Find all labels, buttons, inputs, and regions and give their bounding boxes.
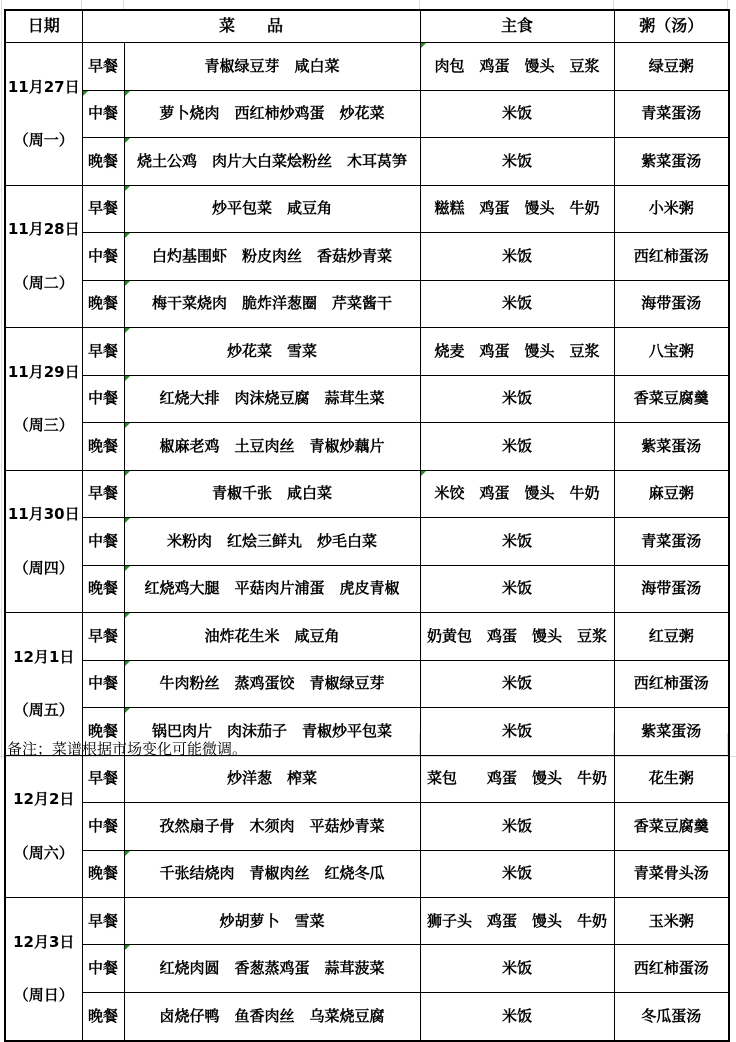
table-row (5, 613, 729, 661)
table-row (5, 565, 729, 613)
dishes-cell: 红烧大排 肉沫烧豆腐 蒜茸生菜 (124, 375, 420, 423)
table-row (5, 850, 729, 898)
dishes-cell: 炒洋葱 榨菜 (124, 755, 420, 803)
comment-marker-icon (125, 328, 130, 333)
table-row (5, 328, 729, 376)
comment-marker-icon (125, 138, 130, 143)
meal-label-lunch: 中餐 (82, 90, 124, 138)
table-row (5, 803, 729, 851)
weekday-text: （周日） (13, 986, 74, 1004)
comment-marker-icon (83, 91, 88, 96)
dishes-cell: 炒胡萝卜 雪菜 (124, 898, 420, 945)
soup-cell: 香菜豆腐羹 (614, 375, 729, 423)
soup-cell: 西红柿蛋汤 (614, 233, 729, 281)
weekday-text: （周二） (13, 273, 74, 292)
table-row (5, 898, 729, 945)
staple-cell: 米饭 (420, 992, 614, 1040)
soup-cell: 青菜骨头汤 (614, 850, 729, 898)
gridline (727, 0, 728, 9)
gridline (81, 0, 82, 9)
dishes-cell: 红烧肉圆 香葱蒸鸡蛋 蒜茸菠菜 (124, 945, 420, 992)
comment-marker-icon (125, 518, 130, 523)
header-date: 日期 (5, 10, 82, 43)
staple-cell: 米饭 (420, 90, 614, 138)
date-text: 12月2日 (13, 790, 75, 808)
soup-cell: 香菜豆腐羹 (614, 803, 729, 851)
table-row (5, 470, 729, 518)
comment-marker-icon (125, 233, 130, 238)
staple-cell: 米饭 (420, 708, 614, 756)
soup-cell: 海带蛋汤 (614, 280, 729, 328)
dishes-cell: 卤烧仔鸭 鱼香肉丝 乌菜烧豆腐 (124, 992, 420, 1040)
staple-cell: 米饭 (420, 945, 614, 992)
staple-cell: 米饭 (420, 518, 614, 566)
soup-cell: 麻豆粥 (614, 470, 729, 518)
meal-label-breakfast: 早餐 (82, 328, 124, 376)
staple-cell: 米饭 (420, 375, 614, 423)
table-row (5, 945, 729, 992)
meal-label-lunch: 中餐 (82, 375, 124, 423)
dishes-cell: 炒花菜 雪菜 (124, 328, 420, 376)
comment-marker-icon (125, 661, 130, 666)
gridline (1, 0, 2, 759)
dishes-cell: 青椒绿豆芽 咸白菜 (124, 43, 420, 91)
meal-label-dinner: 晚餐 (82, 423, 124, 471)
table-row (5, 138, 729, 186)
table-row (5, 90, 729, 138)
soup-cell: 紫菜蛋汤 (614, 138, 729, 186)
meal-label-dinner: 晚餐 (82, 280, 124, 328)
comment-marker-icon (125, 91, 130, 96)
staple-cell: 米饺 鸡蛋 馒头 牛奶 (420, 470, 614, 518)
soup-cell: 紫菜蛋汤 (614, 423, 729, 471)
date-cell (5, 328, 82, 471)
header-soup: 粥（汤） (614, 10, 729, 43)
meal-label-breakfast: 早餐 (82, 755, 124, 803)
comment-marker-icon (125, 613, 130, 618)
weekday-text: （周六） (13, 843, 74, 862)
staple-cell: 糍糕 鸡蛋 馒头 牛奶 (420, 185, 614, 233)
comment-marker-icon (125, 945, 130, 950)
staple-cell: 米饭 (420, 233, 614, 281)
meal-label-lunch: 中餐 (82, 803, 124, 851)
staple-cell: 米饭 (420, 565, 614, 613)
meal-label-dinner: 晚餐 (82, 992, 124, 1040)
dishes-cell: 烧土公鸡 肉片大白菜烩粉丝 木耳莴笋 (124, 138, 420, 186)
dishes-cell: 红烧鸡大腿 平菇肉片浦蛋 虎皮青椒 (124, 565, 420, 613)
comment-marker-icon (125, 281, 130, 286)
meal-label-lunch: 中餐 (82, 233, 124, 281)
meal-label-lunch: 中餐 (82, 660, 124, 708)
date-text: 11月30日 (7, 505, 80, 523)
date-text: 11月28日 (7, 220, 80, 238)
weekday-text: （周三） (13, 416, 74, 434)
staple-cell: 米饭 (420, 423, 614, 471)
staple-cell: 米饭 (420, 138, 614, 186)
soup-cell: 绿豆粥 (614, 43, 729, 91)
soup-cell: 西红柿蛋汤 (614, 660, 729, 708)
comment-marker-icon (125, 376, 130, 381)
dishes-cell: 椒麻老鸡 土豆肉丝 青椒炒藕片 (124, 423, 420, 471)
dishes-cell: 白灼基围虾 粉皮肉丝 香菇炒青菜 (124, 233, 420, 281)
header-dishes: 菜 品 (82, 10, 420, 43)
meal-label-lunch: 中餐 (82, 518, 124, 566)
date-cell (5, 898, 82, 1041)
gridline (419, 0, 420, 9)
dishes-cell: 油炸花生米 咸豆角 (124, 613, 420, 661)
meal-label-breakfast: 早餐 (82, 898, 124, 945)
soup-cell: 紫菜蛋汤 (614, 708, 729, 756)
staple-cell: 肉包 鸡蛋 馒头 豆浆 (420, 43, 614, 91)
staple-cell: 米饭 (420, 660, 614, 708)
date-text: 11月29日 (7, 362, 80, 381)
table-row (5, 992, 729, 1040)
staple-cell: 菜包 鸡蛋 馒头 牛奶 (420, 755, 614, 803)
date-cell (5, 185, 82, 328)
gridline (613, 0, 614, 9)
date-cell (5, 613, 82, 756)
weekday-text: （周五） (13, 701, 74, 719)
dishes-cell: 梅干菜烧肉 脆炸洋葱圈 芹菜酱干 (124, 280, 420, 328)
meal-label-dinner: 晚餐 (82, 138, 124, 186)
table-row (5, 375, 729, 423)
table-row (5, 280, 729, 328)
dishes-cell: 米粉肉 红烩三鲜丸 炒毛白菜 (124, 518, 420, 566)
weekday-text: （周四） (13, 558, 74, 577)
table-row (5, 518, 729, 566)
comment-marker-icon (125, 423, 130, 428)
staple-cell: 米饭 (420, 850, 614, 898)
comment-marker-icon (125, 708, 130, 713)
meal-label-breakfast: 早餐 (82, 43, 124, 91)
soup-cell: 红豆粥 (614, 613, 729, 661)
dishes-cell: 炒平包菜 咸豆角 (124, 185, 420, 233)
date-cell (5, 43, 82, 186)
dishes-cell: 千张结烧肉 青椒肉丝 红烧冬瓜 (124, 850, 420, 898)
soup-cell: 西红柿蛋汤 (614, 945, 729, 992)
dishes-cell: 锅巴肉片 肉沫茄子 青椒炒平包菜 (124, 708, 420, 756)
weekday-text: （周一） (13, 131, 74, 149)
date-cell (5, 755, 82, 898)
soup-cell: 小米粥 (614, 185, 729, 233)
header-staple: 主食 (420, 10, 614, 43)
dishes-cell: 牛肉粉丝 蒸鸡蛋饺 青椒绿豆芽 (124, 660, 420, 708)
table-row (5, 43, 729, 91)
soup-cell: 青菜蛋汤 (614, 90, 729, 138)
staple-cell: 烧麦 鸡蛋 馒头 豆浆 (420, 328, 614, 376)
comment-marker-icon (125, 851, 130, 856)
table-row (5, 185, 729, 233)
comment-marker-icon (421, 471, 426, 476)
dishes-cell: 青椒千张 咸白菜 (124, 470, 420, 518)
soup-cell: 冬瓜蛋汤 (614, 992, 729, 1040)
staple-cell: 米饭 (420, 803, 614, 851)
menu-table (4, 9, 730, 1042)
meal-label-lunch: 中餐 (82, 945, 124, 992)
dishes-cell: 萝卜烧肉 西红柿炒鸡蛋 炒花菜 (124, 90, 420, 138)
footer-note: 备注；菜谱根据市场变化可能微调。 (7, 740, 248, 758)
soup-cell: 八宝粥 (614, 328, 729, 376)
comment-marker-icon (125, 471, 130, 476)
comment-marker-icon (125, 566, 130, 571)
comment-marker-icon (421, 43, 426, 48)
table-row (5, 233, 729, 281)
gridline (123, 0, 124, 9)
soup-cell: 海带蛋汤 (614, 565, 729, 613)
table-row (5, 660, 729, 708)
table-row (5, 755, 729, 803)
date-text: 11月27日 (7, 77, 80, 96)
meal-label-breakfast: 早餐 (82, 613, 124, 661)
meal-label-breakfast: 早餐 (82, 470, 124, 518)
header-row (5, 10, 729, 43)
date-cell (5, 470, 82, 613)
staple-cell: 米饭 (420, 280, 614, 328)
meal-label-breakfast: 早餐 (82, 185, 124, 233)
meal-label-dinner: 晚餐 (82, 565, 124, 613)
comment-marker-icon (125, 186, 130, 191)
date-text: 12月1日 (13, 647, 75, 666)
staple-cell: 奶黄包 鸡蛋 馒头 豆浆 (420, 613, 614, 661)
meal-label-dinner: 晚餐 (82, 708, 124, 756)
meal-label-dinner: 晚餐 (82, 850, 124, 898)
soup-cell: 玉米粥 (614, 898, 729, 945)
soup-cell: 花生粥 (614, 755, 729, 803)
dishes-cell: 孜然扇子骨 木须肉 平菇炒青菜 (124, 803, 420, 851)
staple-cell: 狮子头 鸡蛋 馒头 牛奶 (420, 898, 614, 945)
soup-cell: 青菜蛋汤 (614, 518, 729, 566)
table-row (5, 423, 729, 471)
date-text: 12月3日 (13, 932, 75, 951)
